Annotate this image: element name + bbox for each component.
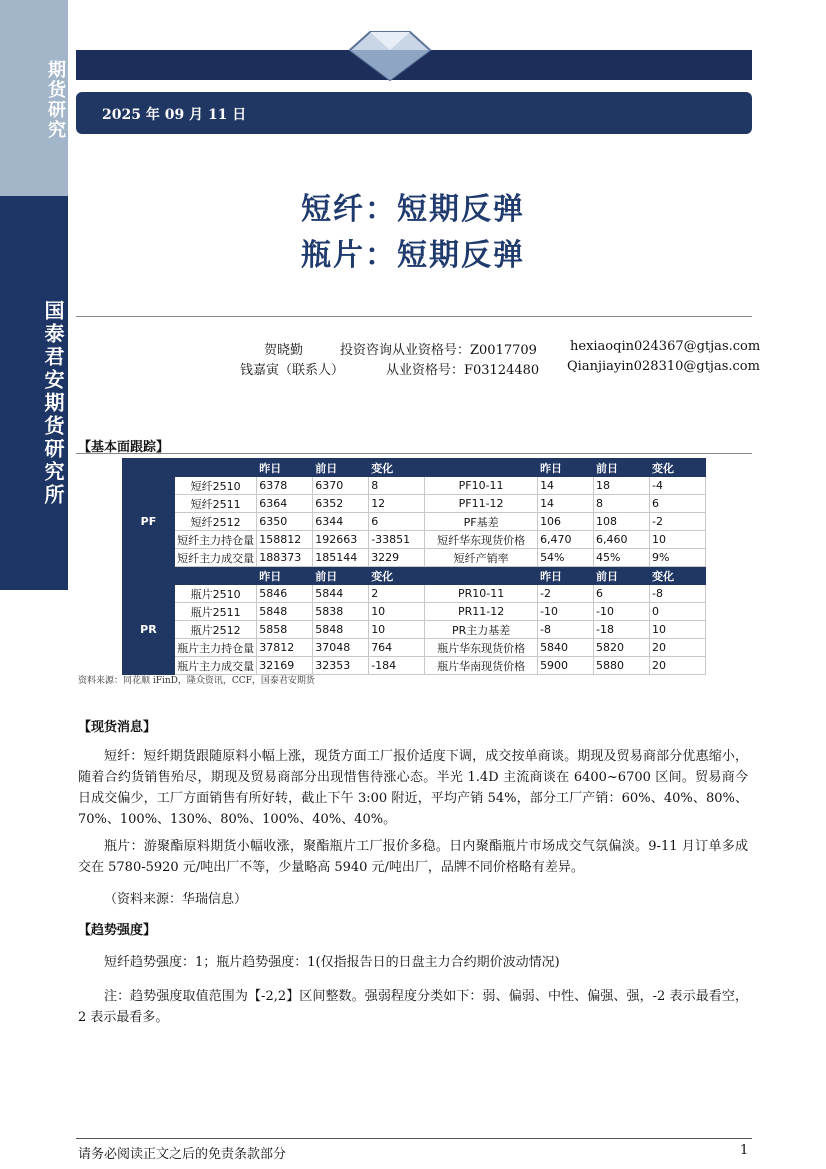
cell-value: 10 bbox=[369, 603, 425, 621]
row-label: 瓶片2511 bbox=[174, 603, 256, 621]
row-label: 短纤主力成交量 bbox=[174, 549, 256, 567]
trend-note: 注：趋势强度取值范围为【-2,2】区间整数。强弱程度分类如下：弱、偏弱、中性、偏强、强，-2 表示最看空，2 表示最看多。 bbox=[78, 989, 748, 1025]
cell-value: 6378 bbox=[257, 477, 313, 495]
column-header: 变化 bbox=[649, 567, 705, 585]
header-spacer bbox=[425, 459, 538, 477]
table-row bbox=[123, 585, 706, 603]
author-qualification: 投资咨询从业资格号：Z0017709 bbox=[340, 343, 537, 358]
cell-value: 9% bbox=[649, 549, 705, 567]
cell-value: 14 bbox=[538, 477, 594, 495]
column-header: 前日 bbox=[313, 459, 369, 477]
author-email[interactable]: hexiaoqin024367@gtjas.com bbox=[570, 339, 761, 354]
row-label: 瓶片主力成交量 bbox=[174, 657, 256, 675]
date-bar bbox=[76, 92, 752, 134]
column-header: 昨日 bbox=[257, 459, 313, 477]
cell-value: 45% bbox=[594, 549, 650, 567]
cell-value: 6,460 bbox=[594, 531, 650, 549]
table-header-row bbox=[123, 567, 706, 585]
divider bbox=[76, 316, 752, 317]
author-name: 贺晓勤 bbox=[264, 343, 304, 358]
cell-value: 2 bbox=[369, 585, 425, 603]
row-label: PF基差 bbox=[425, 513, 538, 531]
cell-value: 18 bbox=[594, 477, 650, 495]
column-header: 前日 bbox=[313, 567, 369, 585]
cell-value: 5820 bbox=[594, 639, 650, 657]
table-row bbox=[123, 621, 706, 639]
cell-value: 6364 bbox=[257, 495, 313, 513]
cell-value: 32353 bbox=[313, 657, 369, 675]
spot-news-pr: 瓶片：游聚酯原料期货小幅收涨，聚酯瓶片工厂报价多稳。日内聚酯瓶片市场成交气氛偏淡。9-11 月订单多成交在 5780-5920 元/吨出厂不等，少量略高 5940 元/吨出厂，品牌不同价格略有差异。 bbox=[78, 839, 748, 875]
row-label: 瓶片华南现货价格 bbox=[425, 657, 538, 675]
title-pr: 瓶片：短期反弹 bbox=[301, 238, 525, 273]
header-spacer bbox=[174, 567, 256, 585]
sidebar-research-label: 期货研究 bbox=[45, 60, 66, 140]
cell-value: 6 bbox=[369, 513, 425, 531]
cell-value: 6344 bbox=[313, 513, 369, 531]
report-date: 2025 年 09 月 11 日 bbox=[102, 107, 247, 123]
row-label: 瓶片主力持仓量 bbox=[174, 639, 256, 657]
cell-value: 20 bbox=[649, 639, 705, 657]
cell-value: -18 bbox=[594, 621, 650, 639]
cell-value: 0 bbox=[649, 603, 705, 621]
column-header: 变化 bbox=[369, 567, 425, 585]
cell-value: 764 bbox=[369, 639, 425, 657]
row-label: PR10-11 bbox=[425, 585, 538, 603]
row-label: 短纤2512 bbox=[174, 513, 256, 531]
sidebar-institute-label: 国泰君安期货研究所 bbox=[41, 300, 65, 507]
column-header: 昨日 bbox=[257, 567, 313, 585]
table-row bbox=[123, 549, 706, 567]
cell-value: 12 bbox=[369, 495, 425, 513]
cell-value: 108 bbox=[594, 513, 650, 531]
row-label: PF10-11 bbox=[425, 477, 538, 495]
row-label: PR11-12 bbox=[425, 603, 538, 621]
cell-value: 5838 bbox=[313, 603, 369, 621]
row-label: 瓶片2510 bbox=[174, 585, 256, 603]
table-row bbox=[123, 477, 706, 495]
cell-value: 37812 bbox=[257, 639, 313, 657]
author-email[interactable]: Qianjiayin028310@gtjas.com bbox=[567, 359, 760, 374]
cell-value: 5848 bbox=[257, 603, 313, 621]
cell-value: 158812 bbox=[257, 531, 313, 549]
cell-value: 5858 bbox=[257, 621, 313, 639]
cell-value: 6370 bbox=[313, 477, 369, 495]
table-row bbox=[123, 657, 706, 675]
header-spacer bbox=[425, 567, 538, 585]
cell-value: 5844 bbox=[313, 585, 369, 603]
table-row bbox=[123, 495, 706, 513]
table-row bbox=[123, 639, 706, 657]
column-header: 前日 bbox=[594, 459, 650, 477]
column-header: 昨日 bbox=[538, 459, 594, 477]
group-spacer bbox=[123, 567, 175, 585]
column-header: 前日 bbox=[594, 567, 650, 585]
fundamentals-table bbox=[122, 458, 706, 675]
cell-value: 54% bbox=[538, 549, 594, 567]
cell-value: 5848 bbox=[313, 621, 369, 639]
row-label: 短纤2511 bbox=[174, 495, 256, 513]
disclaimer-note: 请务必阅读正文之后的免责条款部分 bbox=[78, 1147, 287, 1162]
section-heading-trend: 【趋势强度】 bbox=[78, 923, 157, 938]
table-row bbox=[123, 531, 706, 549]
row-label: PR主力基差 bbox=[425, 621, 538, 639]
spot-news-pf: 短纤：短纤期货跟随原料小幅上涨，现货方面工厂报价适度下调，成交按单商谈。期现及贸易商部分优惠缩小，随着合约货销售殆尽，期现及贸易商部分出现惜售待涨心态。半光 1.4D 主流商谈在 6400~6700 区间。贸易商今日成交偏少，工厂方面销售有所好转，截止下午 3:00 附近，平均产销 54%，部分工厂产销：60%、40%、80%、70%、100%、130%、80%、100%、40%、40%。 bbox=[78, 749, 748, 827]
row-label: 短纤主力持仓量 bbox=[174, 531, 256, 549]
cell-value: -8 bbox=[649, 585, 705, 603]
row-label: PF11-12 bbox=[425, 495, 538, 513]
column-header: 变化 bbox=[369, 459, 425, 477]
cell-value: 106 bbox=[538, 513, 594, 531]
cell-value: 10 bbox=[649, 531, 705, 549]
cell-value: -10 bbox=[594, 603, 650, 621]
author-qualification: 从业资格号：F03124480 bbox=[386, 363, 540, 378]
trend-strength: 短纤趋势强度：1；瓶片趋势强度：1(仅指报告日的日盘主力合约期价波动情况) bbox=[104, 955, 560, 970]
spot-source: （资料来源：华瑞信息） bbox=[104, 892, 248, 907]
footer-divider bbox=[76, 1138, 752, 1139]
cell-value: 6 bbox=[649, 495, 705, 513]
header-spacer bbox=[174, 459, 256, 477]
cell-value: 5900 bbox=[538, 657, 594, 675]
cell-value: 37048 bbox=[313, 639, 369, 657]
cell-value: -4 bbox=[649, 477, 705, 495]
cell-value: 6,470 bbox=[538, 531, 594, 549]
cell-value: 14 bbox=[538, 495, 594, 513]
cell-value: 5880 bbox=[594, 657, 650, 675]
cell-value: 5846 bbox=[257, 585, 313, 603]
table-row bbox=[123, 513, 706, 531]
cell-value: 32169 bbox=[257, 657, 313, 675]
cell-value: 5840 bbox=[538, 639, 594, 657]
row-label: 瓶片华东现货价格 bbox=[425, 639, 538, 657]
row-label: 瓶片2512 bbox=[174, 621, 256, 639]
cell-value: 6352 bbox=[313, 495, 369, 513]
row-label: 短纤产销率 bbox=[425, 549, 538, 567]
divider bbox=[76, 453, 752, 454]
cell-value: 6 bbox=[594, 585, 650, 603]
cell-value: 192663 bbox=[313, 531, 369, 549]
row-label: 短纤华东现货价格 bbox=[425, 531, 538, 549]
author-name: 钱嘉寅（联系人） bbox=[240, 363, 345, 378]
page-number: 1 bbox=[740, 1143, 749, 1158]
group-label: PF bbox=[123, 477, 175, 567]
table-header-row bbox=[123, 459, 706, 477]
cell-value: 8 bbox=[594, 495, 650, 513]
cell-value: -10 bbox=[538, 603, 594, 621]
cell-value: 6350 bbox=[257, 513, 313, 531]
row-label: 短纤2510 bbox=[174, 477, 256, 495]
cell-value: -8 bbox=[538, 621, 594, 639]
section-heading-fundamentals: 【基本面跟踪】 bbox=[78, 440, 170, 455]
cell-value: -184 bbox=[369, 657, 425, 675]
column-header: 变化 bbox=[649, 459, 705, 477]
title-pf: 短纤：短期反弹 bbox=[301, 192, 525, 227]
cell-value: 10 bbox=[649, 621, 705, 639]
cell-value: 20 bbox=[649, 657, 705, 675]
cell-value: 185144 bbox=[313, 549, 369, 567]
cell-value: -2 bbox=[649, 513, 705, 531]
group-spacer bbox=[123, 459, 175, 477]
diamond-logo-icon bbox=[330, 22, 450, 82]
cell-value: 10 bbox=[369, 621, 425, 639]
table-source: 资料来源：同花顺 iFinD，隆众资讯，CCF，国泰君安期货 bbox=[78, 676, 315, 686]
group-label: PR bbox=[123, 585, 175, 675]
table-row bbox=[123, 603, 706, 621]
column-header: 昨日 bbox=[538, 567, 594, 585]
cell-value: -33851 bbox=[369, 531, 425, 549]
cell-value: 8 bbox=[369, 477, 425, 495]
cell-value: 188373 bbox=[257, 549, 313, 567]
cell-value: 3229 bbox=[369, 549, 425, 567]
cell-value: -2 bbox=[538, 585, 594, 603]
section-heading-spot: 【现货消息】 bbox=[78, 720, 157, 735]
